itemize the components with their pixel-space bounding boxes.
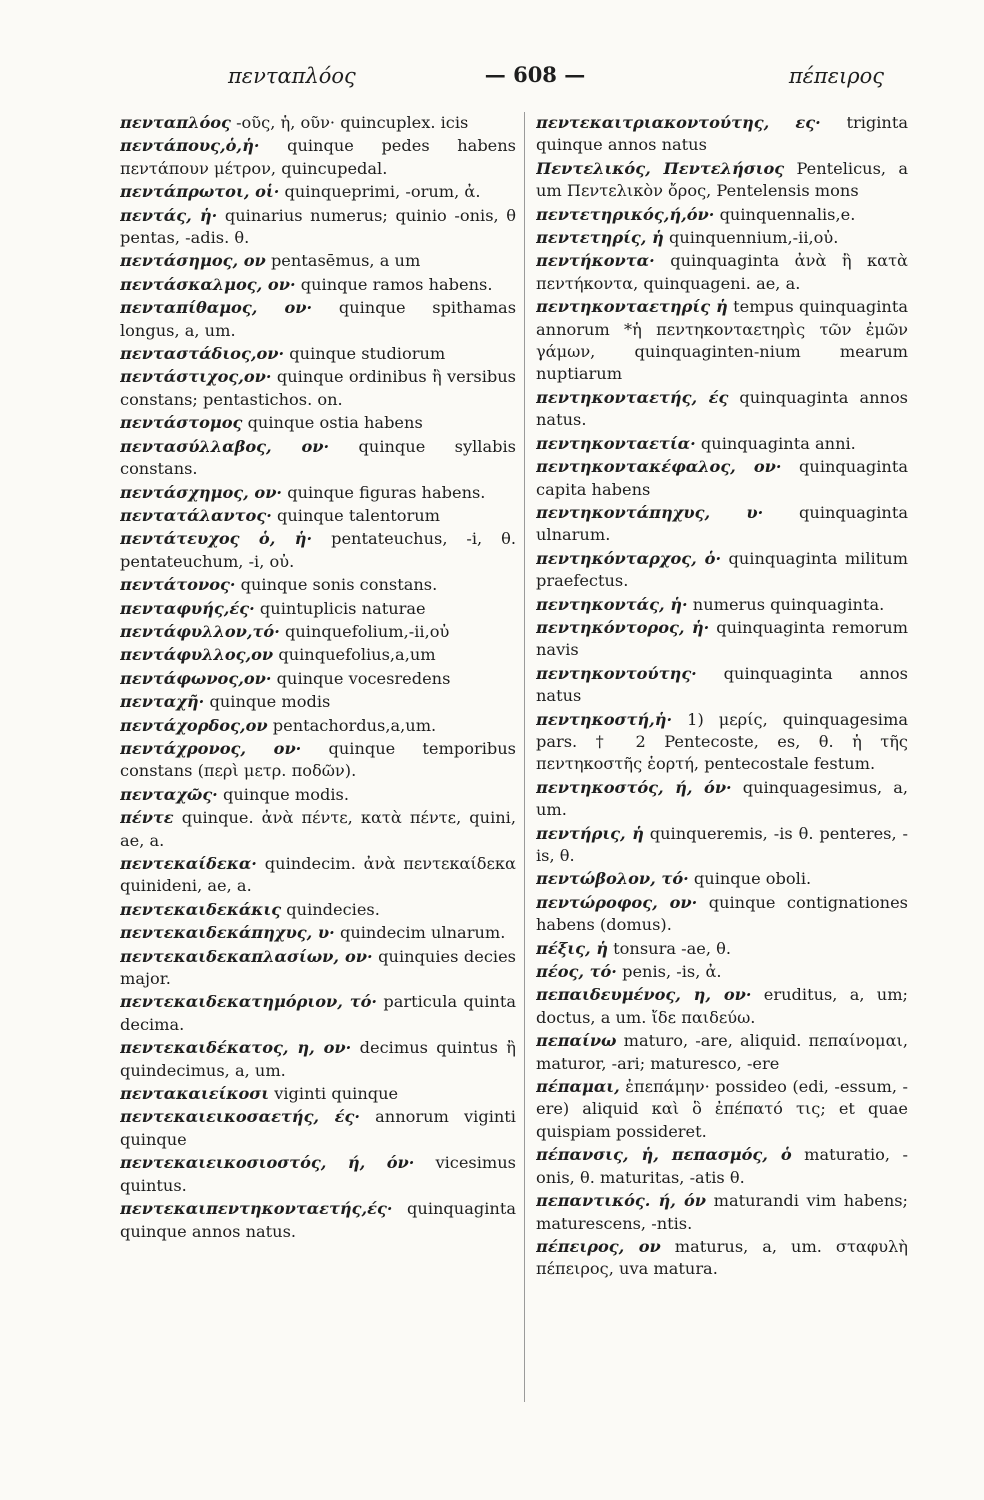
entry-definition: quinque temporibus constans (περὶ μετρ. ποδῶν). xyxy=(120,738,516,781)
dictionary-entry xyxy=(120,621,516,643)
dictionary-entry xyxy=(120,482,516,504)
dictionary-entry xyxy=(120,853,516,898)
entry-headword: πεντάστιχος,ον· xyxy=(120,367,272,387)
entry-definition: quinquaginta ἀνὰ ἢ κατὰ πεντήκοντα, quinquageni. ae, a. xyxy=(536,251,908,293)
entry-definition: triginta quinque annos natus xyxy=(536,113,908,155)
dictionary-entry xyxy=(120,1083,516,1105)
header-right-guideword: πέπειρος xyxy=(788,64,884,88)
entry-headword: πεντηκονταετία· xyxy=(536,433,696,453)
entry-definition: pentateuchus, -i, θ. pentateuchum, -i, οὐ. xyxy=(120,529,516,571)
dictionary-entry xyxy=(120,1198,516,1243)
entry-headword: πεντηκοστός, ή, όν· xyxy=(536,777,732,797)
dictionary-entry xyxy=(536,387,908,432)
entry-headword: πέος, τό· xyxy=(536,962,617,982)
entry-headword: πεντηκοντούτης· xyxy=(536,663,697,683)
entry-definition: ἐπεπάμην· possideo (edi, -essum, -ere) aliquid καὶ ὃ ἐπέπατό τις; et quae quispiam possideret. xyxy=(536,1077,908,1141)
dictionary-entry xyxy=(536,502,908,547)
dictionary-entry xyxy=(120,574,516,596)
entry-headword: πεντάχορδος,ον xyxy=(120,715,268,735)
entry-headword: πεντάσχημος, ον· xyxy=(120,482,283,502)
entry-headword: πεντεκαιδέκατος, η, ον· xyxy=(120,1038,352,1058)
entry-headword: πεντάχρονος, ον· xyxy=(120,738,302,758)
dictionary-entry xyxy=(536,250,908,295)
dictionary-entry xyxy=(120,691,516,713)
entry-definition: quinque ordinibus ἢ versibus constans; pentastichos. on. xyxy=(120,367,516,409)
entry-headword: πεντήρις, ἡ xyxy=(536,823,644,843)
dictionary-entry xyxy=(120,1106,516,1151)
page-number: — 608 — xyxy=(484,62,586,87)
dictionary-entry xyxy=(120,250,516,272)
entry-definition: quintuplicis naturae xyxy=(259,598,426,618)
page-header xyxy=(120,58,884,92)
dictionary-entry xyxy=(536,777,908,822)
entry-headword: πενταχῆ· xyxy=(120,692,205,712)
entry-definition: quinque syllabis constans. xyxy=(120,436,516,479)
dictionary-entry xyxy=(536,823,908,868)
entry-definition: quinque ramos habens. xyxy=(300,274,493,294)
dictionary-entry xyxy=(536,892,908,937)
entry-headword: πεντεκαιδεκάκις xyxy=(120,899,282,919)
column-divider xyxy=(524,112,525,1402)
dictionary-entry xyxy=(536,456,908,501)
entry-definition: quinquaginta capita habens xyxy=(536,457,908,499)
dictionary-entry xyxy=(536,868,908,890)
dictionary-entry xyxy=(536,1236,908,1281)
dictionary-entry xyxy=(120,505,516,527)
entry-definition: maturus, a, um. σταφυλὴ πέπειρος, uva matura. xyxy=(536,1236,908,1279)
entry-headword: πεπαντικός. ή, όν xyxy=(536,1191,707,1211)
dictionary-entry xyxy=(120,366,516,411)
entry-headword: πεντώβολον, τό· xyxy=(536,869,689,889)
entry-definition: vicesimus quintus. xyxy=(120,1153,516,1195)
entry-headword: πεντάπρωτοι, οἱ· xyxy=(120,182,280,202)
entry-headword: πεντεκαιτριακοντούτης, ες· xyxy=(536,113,821,132)
entry-definition: particula quinta decima. xyxy=(120,992,516,1034)
dictionary-entry xyxy=(120,1037,516,1082)
entry-definition: quinquaginta quinque annos natus. xyxy=(120,1199,516,1241)
entry-headword: πεντάς, ἡ· xyxy=(120,205,218,225)
dictionary-entry xyxy=(120,436,516,481)
entry-headword: πεντήκοντα· xyxy=(536,251,655,271)
entry-definition: quinqueremis, -is θ. penteres, -is, θ. xyxy=(536,823,908,865)
dictionary-entry xyxy=(120,528,516,573)
entry-definition: 1) μερίς, quinquagesima pars. † 2 Pentecoste, es, θ. ἡ τῆς πεντηκοστῆς ἑορτή, pentecostale festum. xyxy=(536,709,908,774)
entry-headword: πεντηκονταετής, ές xyxy=(536,387,729,407)
entry-headword: πεπαιδευμένος, η, ον· xyxy=(536,985,752,1005)
entry-headword: πεντεκαίδεκα· xyxy=(120,854,257,873)
dictionary-entry xyxy=(536,961,908,983)
entry-headword: πεντηκοστή,ἡ· xyxy=(536,709,673,729)
dictionary-entry xyxy=(120,343,516,365)
entry-headword: πεντάφυλλος,ον xyxy=(120,645,274,665)
dictionary-entry xyxy=(536,938,908,960)
dictionary-entry xyxy=(120,598,516,620)
entry-definition: quinquaginta remorum navis xyxy=(536,617,908,660)
entry-headword: πεντετηρικός,ή,όν· xyxy=(536,204,715,224)
entry-definition: quinquagesimus, a, um. xyxy=(536,777,908,820)
entry-definition: quinque contignationes habens (domus). xyxy=(536,892,908,935)
left-column xyxy=(120,112,516,1390)
dictionary-entry xyxy=(120,668,516,690)
entry-definition: maturo, -are, aliquid. πεπαίνομαι, maturor, -ari; maturesco, -ere xyxy=(536,1031,908,1073)
entry-headword: πεντηκόνταρχος, ὁ· xyxy=(536,548,722,568)
entry-definition: quinque ostia habens xyxy=(247,413,423,433)
dictionary-entry xyxy=(120,807,516,852)
entry-headword: πεντασύλλαβος, ον· xyxy=(120,436,330,456)
entry-headword: πεντάπους,ὁ,ἡ· xyxy=(120,136,260,156)
entry-definition: quinque vocesredens xyxy=(276,668,451,688)
dictionary-entry xyxy=(120,715,516,737)
entry-headword: πενταστάδιος,ον· xyxy=(120,344,285,364)
dictionary-entry xyxy=(536,158,908,203)
dictionary-entry xyxy=(120,181,516,203)
dictionary-entry xyxy=(120,112,516,134)
entry-definition: quinquennalis,e. xyxy=(719,204,856,224)
entry-definition: quindecim ulnarum. xyxy=(339,923,506,943)
entry-definition: maturandi vim habens; maturescens, -ntis. xyxy=(536,1191,908,1233)
entry-definition: annorum viginti quinque xyxy=(120,1107,516,1149)
entry-headword: πενταπλόος xyxy=(120,113,231,132)
dictionary-entry xyxy=(120,738,516,783)
entry-definition: quinquaginta ulnarum. xyxy=(536,502,908,545)
entry-definition: quindecim. ἀνὰ πεντεκαίδεκα quinideni, ae, a. xyxy=(120,854,516,896)
dictionary-entry xyxy=(120,991,516,1036)
entry-definition: -οῦς, ἡ, οῦν· quincuplex. icis xyxy=(236,113,469,132)
entry-headword: πεντεκαιδεκατημόριον, τό· xyxy=(120,992,378,1012)
dictionary-entry xyxy=(120,899,516,921)
entry-definition: quinque spithamas longus, a, um. xyxy=(120,298,516,340)
entry-definition: quinquefolium,-ii,οὐ xyxy=(285,621,450,641)
dictionary-entry xyxy=(536,709,908,776)
entry-headword: πεντάστομος xyxy=(120,413,243,433)
entry-definition: quinquefolius,a,um xyxy=(278,645,436,665)
entry-headword: πέπειρος, ον xyxy=(536,1236,661,1256)
entry-headword: πεντετηρίς, ἡ xyxy=(536,228,664,248)
entry-headword: πεντακαιείκοσι xyxy=(120,1084,270,1104)
entry-headword: πεντάφωνος,ον· xyxy=(120,668,272,688)
entry-headword: πεντηκονταετηρίς ἡ xyxy=(536,297,728,317)
dictionary-entry xyxy=(536,594,908,616)
right-column xyxy=(536,112,908,1390)
dictionary-entry xyxy=(120,1152,516,1197)
entry-definition: quinque oboli. xyxy=(693,869,812,889)
entry-definition: decimus quintus ἢ quindecimus, a, um. xyxy=(120,1038,516,1080)
entry-definition: quinarius numerus; quinio -onis, θ pentas, -adis. θ. xyxy=(120,205,516,248)
dictionary-entry xyxy=(536,617,908,662)
entry-definition: viginti quinque xyxy=(274,1084,399,1104)
dictionary-entry xyxy=(536,1030,908,1075)
dictionary-entry xyxy=(536,204,908,226)
entry-definition: tonsura -ae, θ. xyxy=(613,938,731,958)
dictionary-entry xyxy=(120,946,516,991)
entry-definition: pentasēmus, a um xyxy=(270,251,421,271)
entry-definition: pentachordus,a,um. xyxy=(272,715,437,735)
entry-definition: quinquaginta anni. xyxy=(700,433,856,453)
dictionary-entry xyxy=(536,984,908,1029)
entry-headword: πεπαίνω xyxy=(536,1031,617,1051)
entry-headword: πέπανσις, ἡ, πεπασμός, ὁ xyxy=(536,1145,792,1165)
entry-definition: maturatio, -onis, θ. maturitas, -atis θ. xyxy=(536,1145,908,1187)
entry-headword: πεντώροφος, ον· xyxy=(536,892,698,912)
entry-definition: quindecies. xyxy=(286,899,380,919)
dictionary-entry xyxy=(536,1144,908,1189)
entry-headword: πεντάσημος, ον xyxy=(120,251,266,271)
dictionary-entry xyxy=(120,135,516,180)
dictionary-entry xyxy=(120,274,516,296)
entry-headword: πεντάτευχος ὁ, ἡ· xyxy=(120,529,313,549)
header-left-guideword: πενταπλόος xyxy=(228,64,356,88)
entry-headword: πεντηκοντάς, ἡ· xyxy=(536,594,688,614)
entry-definition: tempus quinquaginta annorum *ἡ πεντηκονταετηρὶς τῶν ἐμῶν γάμων, quinquaginten-nium mearum nuptiarum xyxy=(536,297,908,384)
entry-headword: πενταφυής,ές· xyxy=(120,598,255,618)
entry-headword: πεντηκοντακέφαλος, ον· xyxy=(536,457,782,477)
entry-definition: quinquaginta annos natus xyxy=(536,663,908,706)
dictionary-entry xyxy=(536,548,908,593)
dictionary-entry xyxy=(536,227,908,249)
entry-headword: πεντεκαιδεκάπηχυς, υ· xyxy=(120,923,335,943)
entry-headword: πεντάτονος· xyxy=(120,575,236,595)
entry-headword: πεντεκαιπεντηκονταετής,ές· xyxy=(120,1199,393,1219)
entry-headword: πεντατάλαντος· xyxy=(120,505,272,525)
entry-definition: quinque sonis constans. xyxy=(240,575,438,595)
entry-definition: eruditus, a, um; doctus, a um. ἴδε παιδεύω. xyxy=(536,985,908,1027)
entry-definition: penis, -is, ἀ. xyxy=(622,962,722,982)
entry-definition: quinque modis. xyxy=(222,784,349,804)
entry-headword: πεντεκαιεικοσιοστός, ή, όν· xyxy=(120,1153,415,1173)
dictionary-entry xyxy=(120,412,516,434)
dictionary-entry xyxy=(536,663,908,708)
entry-definition: quinque figuras habens. xyxy=(287,482,486,502)
entry-definition: Pentelicus, a um Πεντελικὸν ὄρος, Pentelensis mons xyxy=(536,158,908,201)
entry-headword: πεντεκαιεικοσαετής, ές· xyxy=(120,1107,361,1127)
dictionary-entry xyxy=(536,1076,908,1143)
entry-definition: quinque pedes habens πεντάπουν μέτρον, quincupedal. xyxy=(120,136,516,178)
entry-headword: πέξις, ἡ xyxy=(536,938,609,958)
entry-headword: πεντάσκαλμος, ον· xyxy=(120,274,296,294)
entry-headword: πέντε xyxy=(120,808,174,828)
dictionary-entry xyxy=(120,205,516,250)
dictionary-entry xyxy=(120,784,516,806)
entry-definition: quinquies decies major. xyxy=(120,946,516,989)
entry-definition: quinquaginta annos natus. xyxy=(536,387,908,430)
entry-headword: πενταπίθαμος, ον· xyxy=(120,298,313,318)
dictionary-entry xyxy=(536,433,908,455)
dictionary-entry xyxy=(536,112,908,157)
entry-headword: πεντηκοντάπηχυς, υ· xyxy=(536,502,764,522)
entry-definition: quinqueprimi, -orum, ἀ. xyxy=(284,182,481,202)
entry-headword: πέπαμαι, xyxy=(536,1077,620,1097)
entry-definition: quinquaginta militum praefectus. xyxy=(536,548,908,591)
entry-definition: quinque talentorum xyxy=(277,505,441,525)
entry-headword: πεντάφυλλον,τό· xyxy=(120,621,280,641)
entry-definition: quinque. ἀνὰ πέντε, κατὰ πέντε, quini, ae, a. xyxy=(120,808,516,850)
dictionary-entry xyxy=(120,297,516,342)
entry-headword: πεντηκόντορος, ἡ· xyxy=(536,617,710,637)
entry-definition: quinque studiorum xyxy=(289,344,446,364)
entry-headword: πενταχῶς· xyxy=(120,784,218,804)
dictionary-entry xyxy=(536,296,908,386)
entry-definition: numerus quinquaginta. xyxy=(692,594,885,614)
dictionary-entry xyxy=(120,922,516,944)
dictionary-entry xyxy=(536,1190,908,1235)
entry-headword: πεντεκαιδεκαπλασίων, ον· xyxy=(120,946,373,966)
entry-definition: quinque modis xyxy=(209,692,331,712)
dictionary-entry xyxy=(120,644,516,666)
entry-headword: Πεντελικός, Πεντελήσιος xyxy=(536,158,785,178)
entry-definition: quinquennium,-ii,οὐ. xyxy=(668,228,839,248)
